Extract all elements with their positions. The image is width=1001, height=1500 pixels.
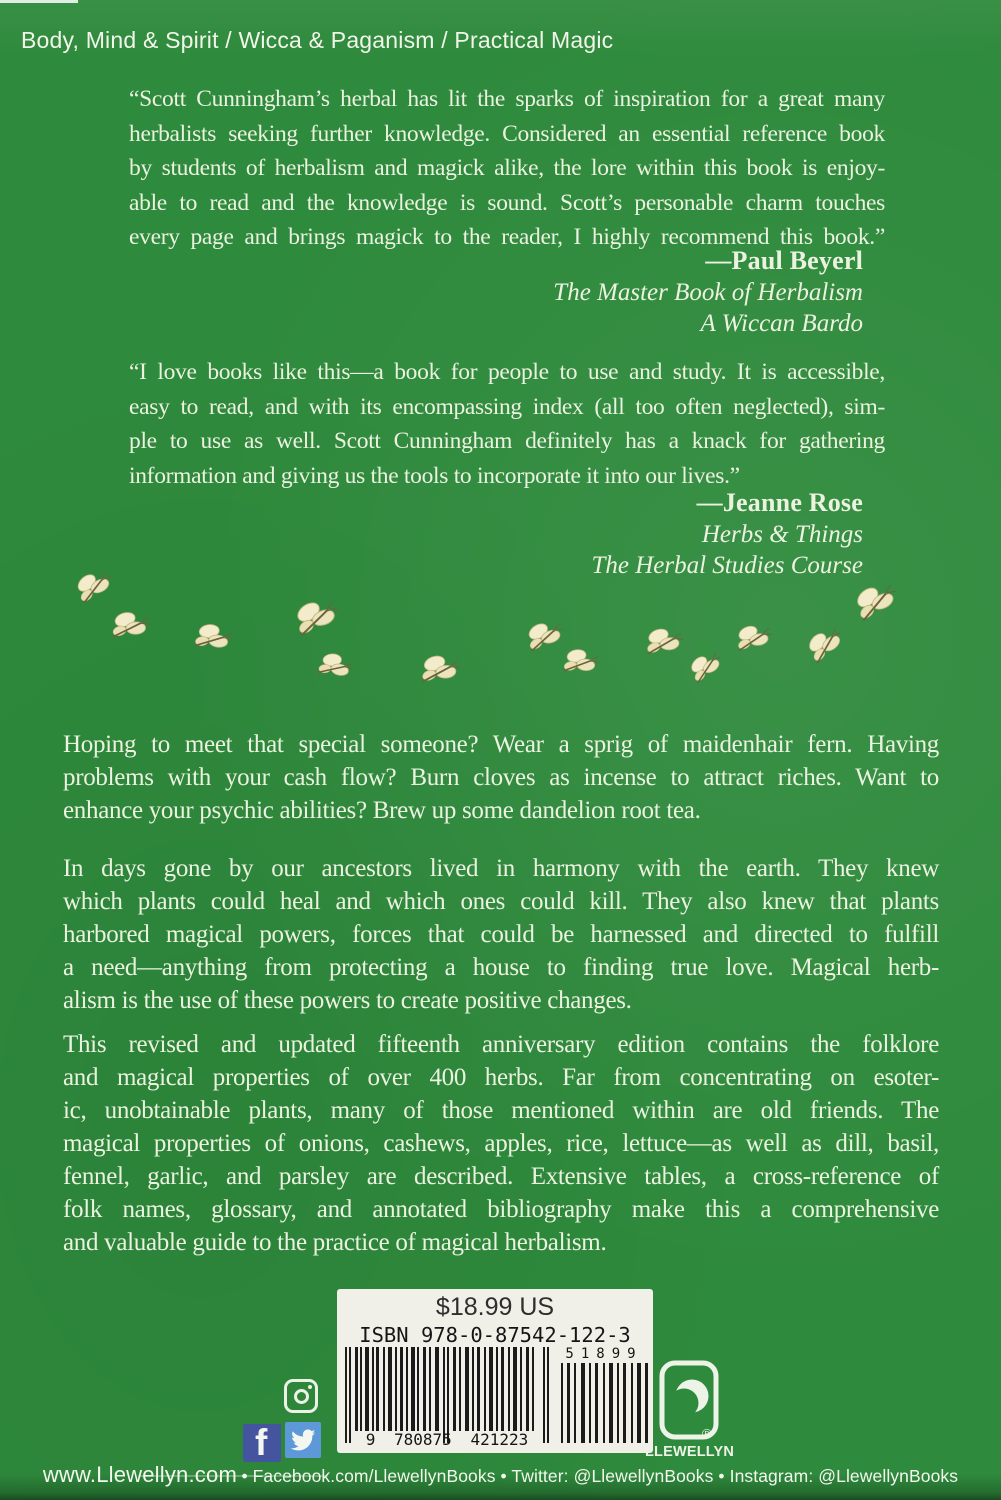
review-quote-jeanne-rose [129,355,885,493]
body-paragraph-1 [63,728,939,827]
quote-line: “I love books like this—a book for people to use and study. It is accessible, [129,359,885,385]
twitter-bird [290,1429,316,1451]
paragraph-line: harbored magical powers, forces that could be harnessed and directed to fulfill [63,921,939,948]
registered-mark: ® [702,1426,712,1441]
publisher-website: www.Llewellyn.com [42,1462,237,1487]
attribution-source: The Herbal Studies Course [591,552,863,579]
barcode-digits: 9 780875 421223 [365,1430,529,1449]
body-paragraph-2 [63,852,939,1017]
butterfly-icon [184,617,239,669]
instagram-lens [294,1389,309,1404]
paragraph-line: In days gone by our ancestors lived in harmony with the earth. They knew [63,855,939,882]
cover-edge-highlight [0,0,78,3]
quote-line: every page and brings magick to the reader, I highly recommend this book.” [129,224,885,250]
quote-line: by students of herbalism and magick alike, the lore within this book is enjoy- [129,155,885,181]
butterfly-icon [684,649,732,694]
paragraph-line: magical properties of onions, cashews, apples, rice, lettuce—as well as dill, basil, [63,1130,939,1157]
twitter-icon [285,1422,321,1458]
facebook-glyph: f [255,1424,268,1462]
butterfly-icon [104,607,156,654]
quote-line: herbalists seeking further knowledge. Considered an essential reference book [129,120,885,147]
attribution-name: —Jeanne Rose [696,488,863,517]
paragraph-line: Hoping to meet that special someone? Wear a sprig of maidenhair fern. Having [63,731,939,758]
price-label: $18.99 US [435,1293,555,1321]
butterfly-icon [849,580,908,633]
paragraph-line: fennel, garlic, and parsley are described. Extensive tables, a cross-reference of [63,1163,939,1190]
attribution-jeanne-rose [591,487,863,581]
footer-links [0,1462,1001,1488]
facebook-icon [243,1424,281,1462]
paragraph-line: problems with your cash flow? Burn cloves as incense to attract riches. Want to [63,764,939,791]
butterfly-icon [555,643,606,690]
crescent-moon-icon [676,1380,709,1413]
body-paragraph-3 [63,1028,939,1259]
quote-line: “Scott Cunningham’s herbal has lit the sparks of inspiration for a great many [129,86,885,112]
category-line: Body, Mind & Spirit / Wicca & Paganism / Practical Magic [21,27,614,53]
quote-line: ple to use as well. Scott Cunningham definitely has a knack for gathering [129,428,885,454]
butterfly-icon [414,651,466,698]
instagram-dot [308,1385,312,1389]
attribution-paul-beyerl [553,245,863,339]
attribution-source: The Master Book of Herbalism [553,279,863,306]
instagram-icon [284,1379,318,1413]
paragraph-line: and magical properties of over 400 herbs. Far from concentrating on esoter- [63,1064,939,1091]
paragraph-line: folk names, glossary, and annotated bibliography make this a comprehensive [63,1196,939,1223]
supplement-digits: 51899 [565,1346,643,1362]
paragraph-line: and valuable guide to the practice of magical herbalism. [63,1229,607,1256]
paragraph-line: a need—anything from protecting a house to finding true love. Magical herb- [63,954,939,981]
paragraph-line: This revised and updated fifteenth anniversary edition contains the folklore [63,1031,939,1058]
butterfly-icon [290,598,346,648]
paragraph-line: enhance your psychic abilities? Brew up some dandelion root tea. [63,797,701,824]
quote-line: easy to read, and with its encompassing index (all too often neglected), sim- [129,393,885,420]
publisher-wordmark: LLEWELLYN [645,1444,735,1460]
butterfly-icon [800,623,855,675]
paragraph-line: ic, unobtainable plants, many of those mentioned within are old friends. The [63,1097,939,1124]
paragraph-line: alism is the use of these powers to create positive changes. [63,987,632,1014]
butterfly-icon [732,624,776,663]
isbn-label: ISBN 978-0-87542-122-3 [359,1323,631,1347]
supplement-barcode [561,1363,649,1443]
paragraph-line: which plants could heal and which ones could kill. They also knew that plants [63,888,939,915]
butterfly-icon [308,646,360,695]
social-links-text: • Facebook.com/LlewellynBooks • Twitter: @LlewellynBooks • Instagram: @LlewellynBooks [241,1466,959,1486]
barcode-panel [337,1289,653,1453]
attribution-source: Herbs & Things [701,521,863,548]
attribution-name: —Paul Beyerl [705,246,863,275]
quote-line: information and giving us the tools to incorporate it into our lives.” [129,462,740,489]
quote-line: able to read and the knowledge is sound. Scott’s personable charm touches [129,189,885,216]
review-quote-paul-beyerl [129,82,885,255]
attribution-source: A Wiccan Bardo [700,310,863,337]
butterfly-icon [640,625,689,669]
